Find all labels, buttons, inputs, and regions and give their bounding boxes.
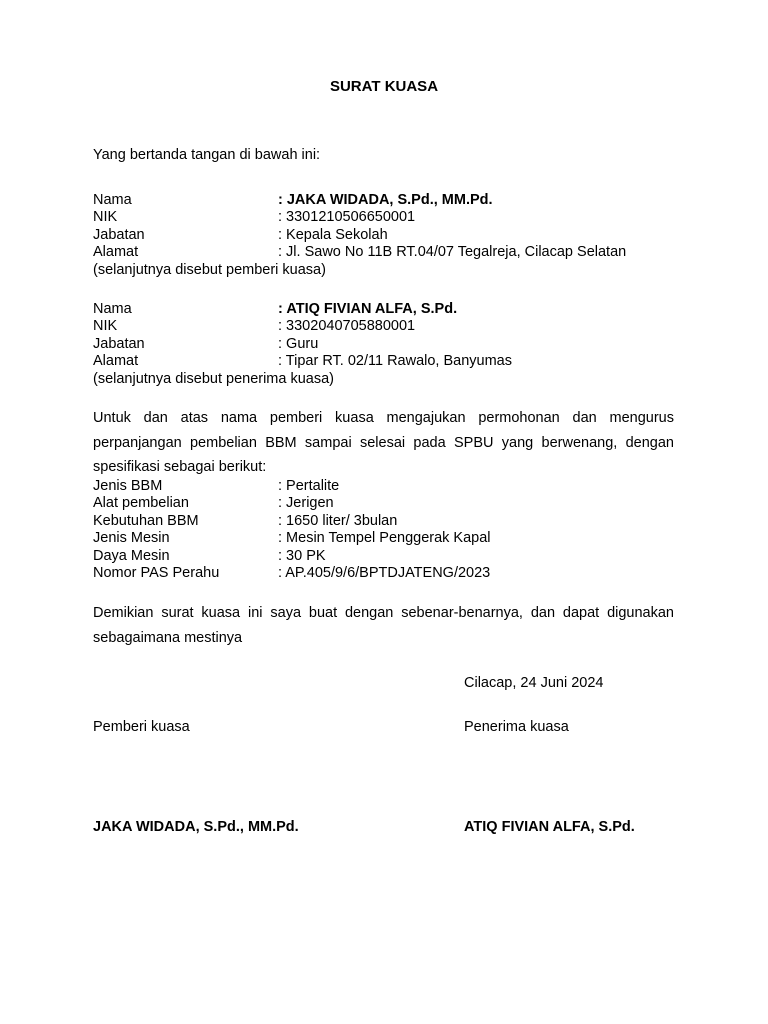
field-value: : JAKA WIDADA, S.Pd., MM.Pd. [278,192,493,208]
spec-row [93,478,683,495]
giver-details [93,192,683,279]
spec-value: : AP.405/9/6/BPTDJATENG/2023 [278,564,491,581]
field-label: NIK [93,209,118,226]
field-value: : Jl. Sawo No 11B RT.04/07 Tegalreja, Cilacap Selatan [278,244,627,261]
receiver-alamat-row [93,353,683,370]
receiver-name-row [93,301,683,318]
giver-note [93,262,683,279]
receiver-details [93,301,683,388]
field-value: : Guru [278,335,319,352]
field-label: NIK [93,318,118,335]
spec-row [93,513,683,530]
document-title: SURAT KUASA [329,78,439,95]
spec-label: Kebutuhan BBM [93,512,199,529]
spec-label: Jenis Mesin [93,530,170,547]
place-date: Cilacap, 24 Juni 2024 [464,675,604,691]
spec-value: : 1650 liter/ 3bulan [278,512,398,529]
spec-label: Jenis BBM [93,478,163,494]
closing-line-2: sebagaimana mestinya [93,630,243,646]
purpose-line-1: Untuk dan atas nama pemberi kuasa mengajukan permohonan dan mengurus [93,410,674,426]
giver-note-text: (selanjutnya disebut pemberi kuasa) [93,261,326,278]
field-label: Jabatan [93,335,145,352]
spec-label: Daya Mesin [93,547,170,564]
field-value: : Tipar RT. 02/11 Rawalo, Banyumas [278,353,512,370]
closing-line-1: Demikian surat kuasa ini saya buat dengan sebenar-benarnya, dan dapat digunakan [93,605,674,621]
receiver-note-text: (selanjutnya disebut penerima kuasa) [93,370,334,387]
spec-row [93,495,683,512]
spec-label: Nomor PAS Perahu [93,564,220,581]
field-value: : 3302040705880001 [278,318,416,335]
field-value: : Kepala Sekolah [278,226,388,243]
field-label: Alamat [93,244,139,261]
receiver-nik-row [93,318,683,335]
field-label: Nama [93,192,132,208]
spec-value: : Mesin Tempel Penggerak Kapal [278,530,491,547]
giver-signature-name: JAKA WIDADA, S.Pd., MM.Pd. [93,819,299,835]
purpose-line-2: perpanjangan pembelian BBM sampai selesai pada SPBU yang berwenang, dengan [93,435,674,451]
giver-jabatan-row [93,227,683,244]
spec-row [93,565,683,582]
spec-value: : 30 PK [278,547,326,564]
spec-label: Alat pembelian [93,495,189,512]
spec-row [93,548,683,565]
field-label: Nama [93,301,132,317]
spec-value: : Jerigen [278,495,334,512]
spec-list [93,478,683,582]
field-value: : ATIQ FIVIAN ALFA, S.Pd. [278,301,458,317]
giver-alamat-row [93,244,683,261]
receiver-jabatan-row [93,336,683,353]
giver-signature-label: Pemberi kuasa [93,719,190,735]
receiver-note [93,371,683,388]
spec-row [93,530,683,547]
receiver-signature-name: ATIQ FIVIAN ALFA, S.Pd. [464,819,635,835]
field-label: Jabatan [93,226,145,243]
purpose-line-3: spesifikasi sebagai berikut: [93,459,267,475]
spec-value: : Pertalite [278,478,340,494]
field-label: Alamat [93,353,139,370]
giver-name-row [93,192,683,209]
field-value: : 3301210506650001 [278,209,416,226]
giver-nik-row [93,209,683,226]
intro-text: Yang bertanda tangan di bawah ini: [93,147,321,163]
receiver-signature-label: Penerima kuasa [464,719,569,735]
